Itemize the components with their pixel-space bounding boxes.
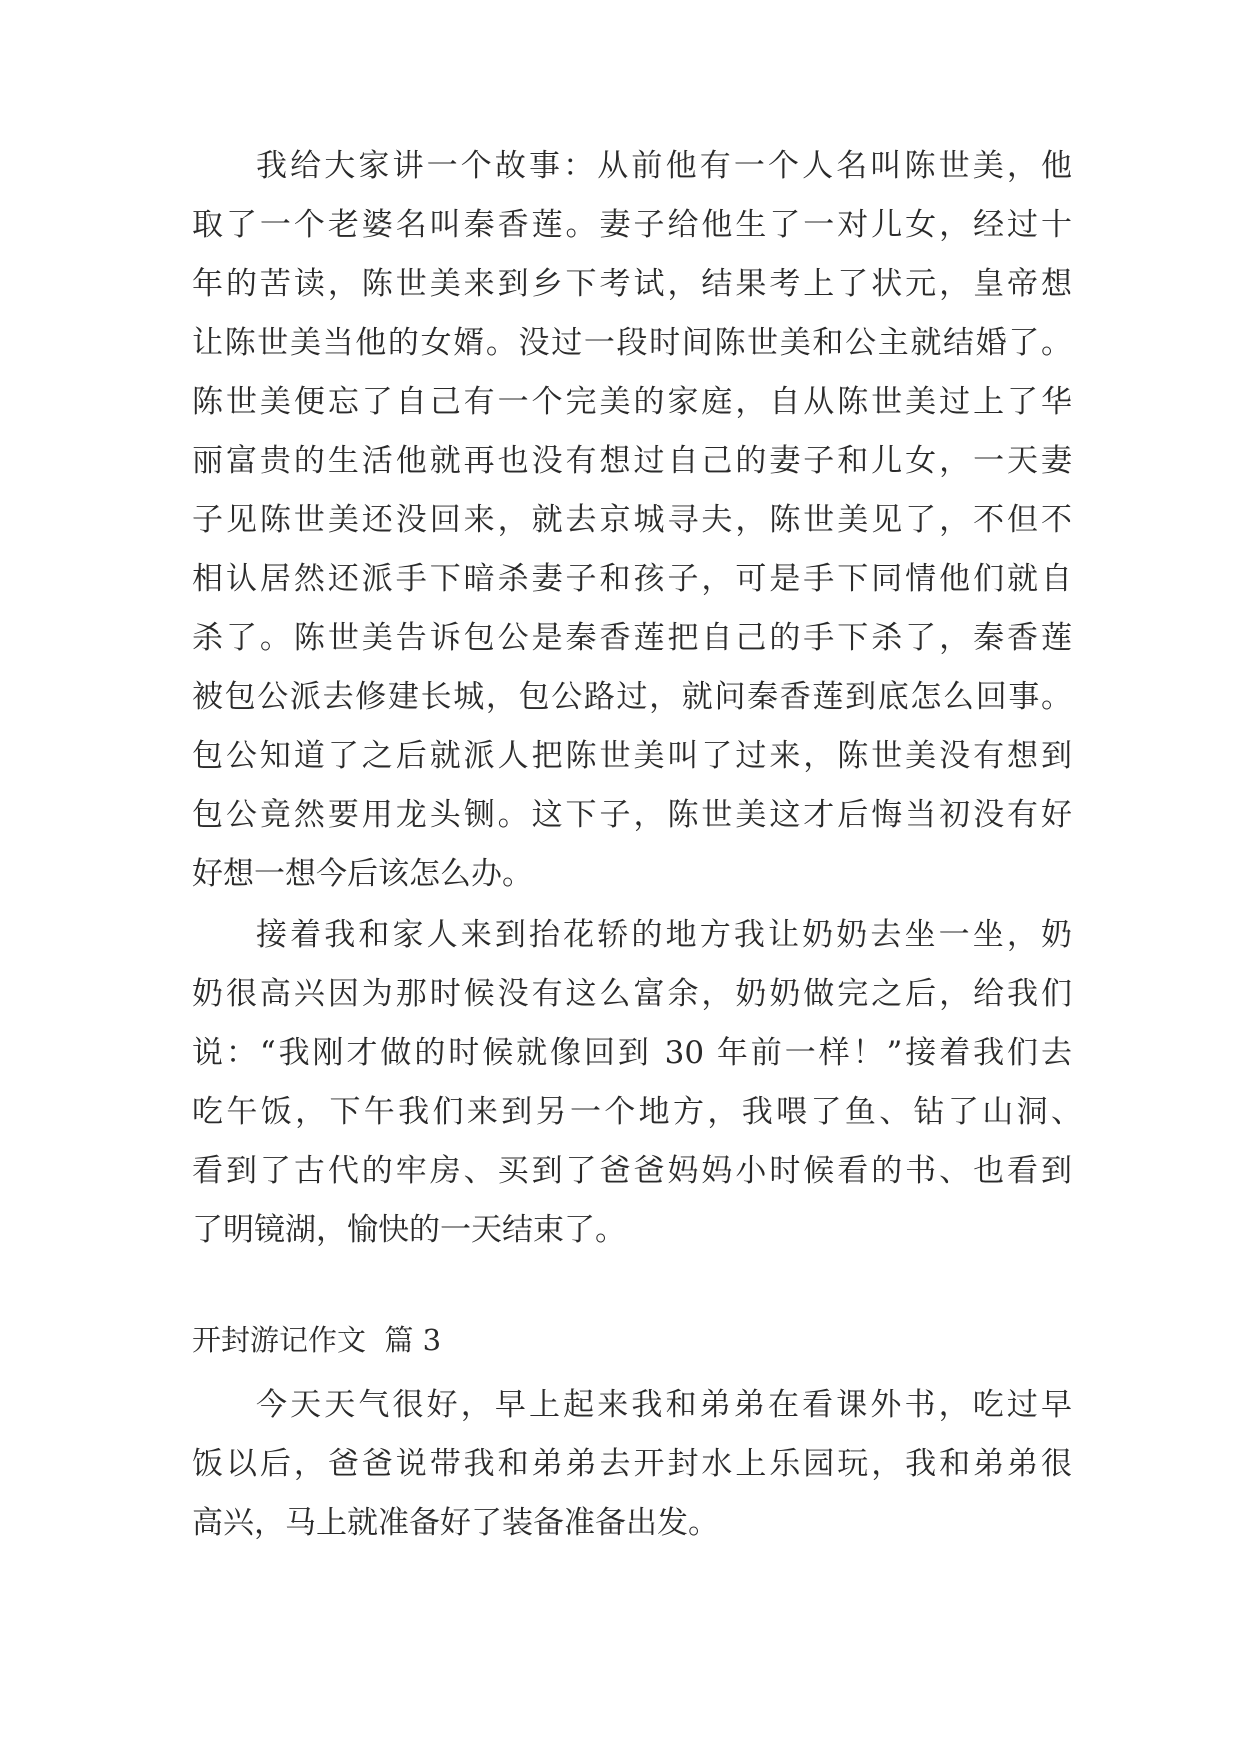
paragraph-1-line-3: 年的苦读，陈世美来到乡下考试，结果考上了状元，皇帝想 [192, 266, 1072, 302]
section-paragraph-line-1: 今天天气很好，早上起来我和弟弟在看课外书，吃过早 [256, 1387, 1072, 1423]
paragraph-1-line-6: 丽富贵的生活他就再也没有想过自己的妻子和儿女，一天妻 [192, 443, 1072, 479]
paragraph-2-line-5: 看到了古代的牢房、买到了爸爸妈妈小时候看的书、也看到 [192, 1153, 1072, 1189]
paragraph-1-line-4: 让陈世美当他的女婿。没过一段时间陈世美和公主就结婚了。 [192, 325, 1072, 361]
section-paragraph-line-3: 高兴，马上就准备好了装备准备出发。 [192, 1505, 719, 1541]
paragraph-1-line-13: 好想一想今后该怎么办。 [192, 856, 533, 892]
paragraph-1-line-8: 相认居然还派手下暗杀妻子和孩子，可是手下同情他们就自 [192, 561, 1072, 597]
paragraph-2-line-4: 吃午饭，下午我们来到另一个地方，我喂了鱼、钻了山洞、 [192, 1094, 1082, 1130]
paragraph-2-line-1: 接着我和家人来到抬花轿的地方我让奶奶去坐一坐，奶 [256, 917, 1072, 953]
paragraph-1-line-12: 包公竟然要用龙头铡。这下子，陈世美这才后悔当初没有好 [192, 797, 1072, 833]
paragraph-2-line-6: 了明镜湖，愉快的一天结束了。 [192, 1212, 626, 1248]
section-heading: 开封游记作文 篇 3 [192, 1323, 442, 1357]
paragraph-1-line-1: 我给大家讲一个故事：从前他有一个人名叫陈世美，他 [256, 148, 1072, 184]
paragraph-1-line-9: 杀了。陈世美告诉包公是秦香莲把自己的手下杀了，秦香莲 [192, 620, 1072, 656]
paragraph-1-line-10: 被包公派去修建长城，包公路过，就问秦香莲到底怎么回事。 [192, 679, 1072, 715]
paragraph-1-line-2: 取了一个老婆名叫秦香莲。妻子给他生了一对儿女，经过十 [192, 207, 1072, 243]
paragraph-1-line-7: 子见陈世美还没回来，就去京城寻夫，陈世美见了，不但不 [192, 502, 1072, 538]
paragraph-1-line-5: 陈世美便忘了自己有一个完美的家庭，自从陈世美过上了华 [192, 384, 1072, 420]
paragraph-1-line-11: 包公知道了之后就派人把陈世美叫了过来，陈世美没有想到 [192, 738, 1072, 774]
section-paragraph-line-2: 饭以后，爸爸说带我和弟弟去开封水上乐园玩，我和弟弟很 [192, 1446, 1072, 1482]
paragraph-2-line-2: 奶很高兴因为那时候没有这么富余，奶奶做完之后，给我们 [192, 976, 1072, 1012]
paragraph-2-line-3: 说：“我刚才做的时候就像回到 30 年前一样！”接着我们去 [192, 1035, 1072, 1071]
